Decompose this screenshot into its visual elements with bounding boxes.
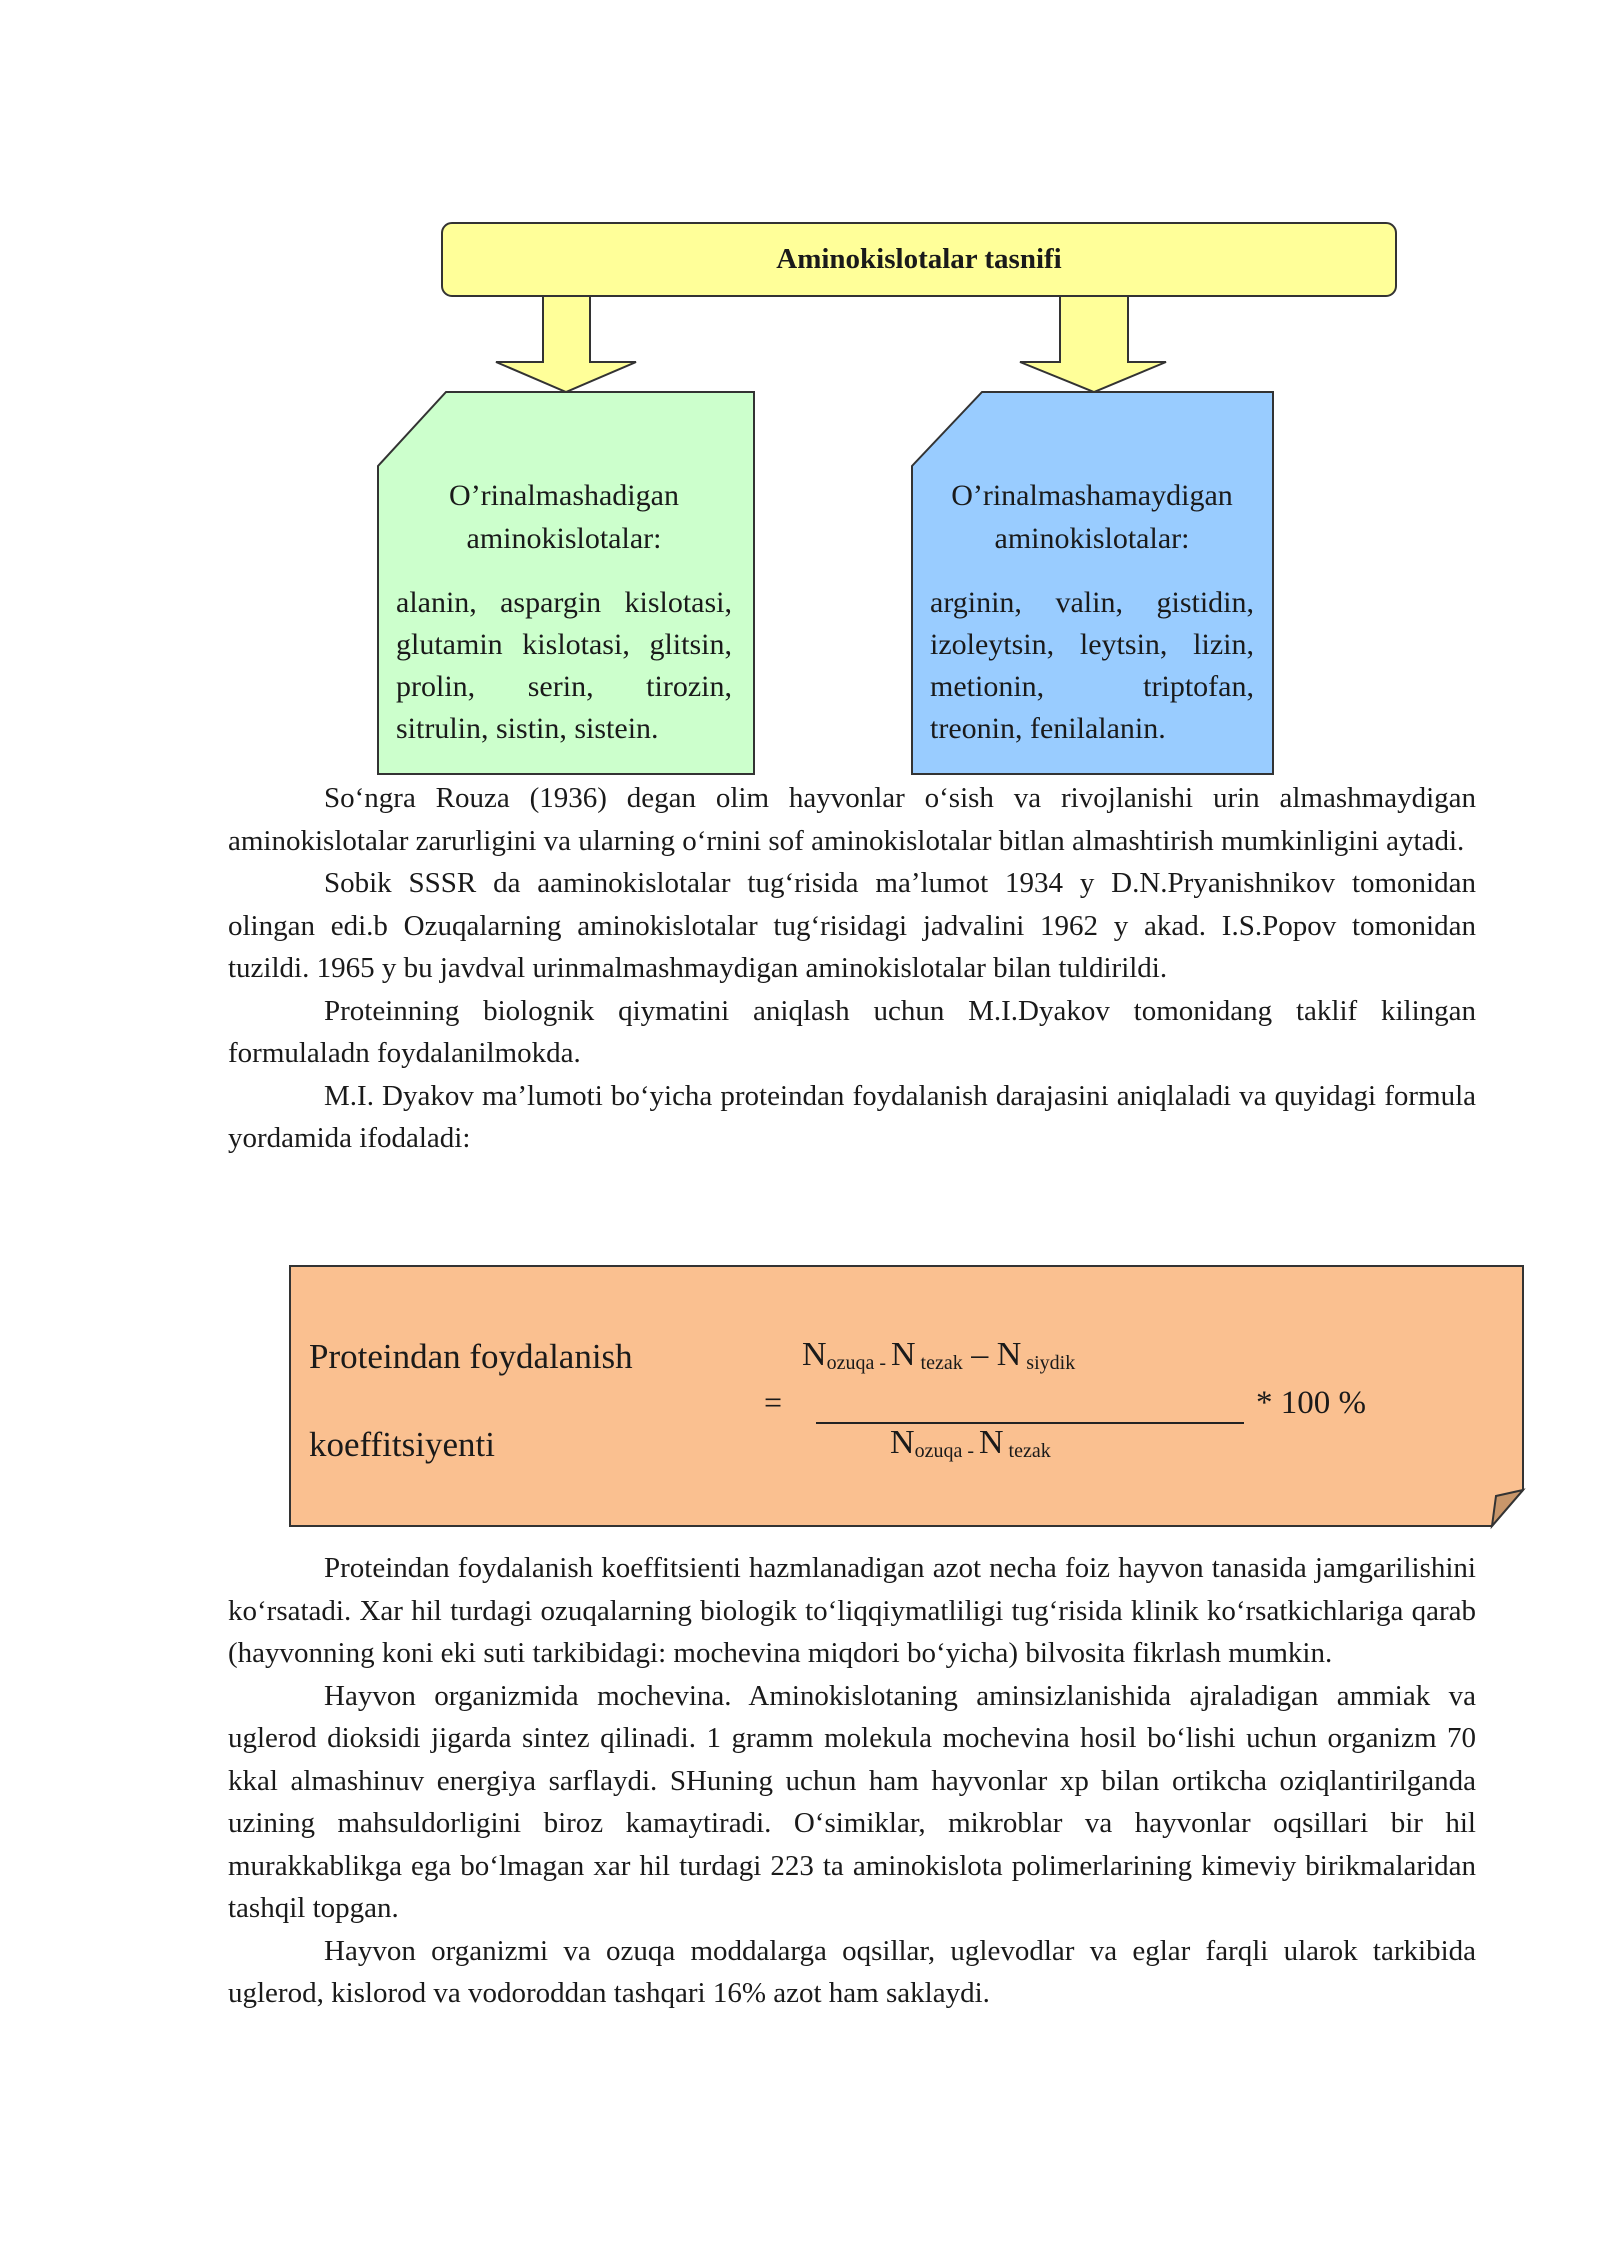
paragraph: Proteindan foydalanish koeffitsienti hazmlanadigan azot necha foiz hayvon tanasida jamgarilishini ko‘rsatadi. Xar hil turdagi ozuqalarning biologik to‘liqqiymatliligi tug‘risida klinik ko‘rsatkichlariga qarab (hayvonning koni eki suti tarkibidagi: mochevina miqdori bo‘yicha) bilvosita fikrlash mumkin. [228,1552,1476,1669]
formula-equals: = [764,1384,783,1420]
formula-multiplier: * 100 % [1256,1385,1366,1421]
denominator-n1: N [890,1424,915,1461]
numerator-minus: – N [962,1336,1022,1373]
body-text-bottom [228,1547,1476,2015]
irreplaceable-heading-line1: O’rinalmashamaydigan [951,479,1233,512]
irreplaceable-box-content [930,474,1254,750]
irreplaceable-heading-line2: aminokislotalar: [994,522,1190,555]
replaceable-items: alanin, aspargin kislotasi, glutamin kislotasi, glitsin, prolin, serin, tirozin, sitrulin, sistin, sistein. [396,586,732,745]
formula-label-line1: Proteindan foydalanish [309,1337,633,1376]
paragraph: Hayvon organizmi va ozuqa moddalarga oqsillar, uglevodlar va eglar farqli ularok tarkibida uglerod, kislorod va vodoroddan tashqari 16% azot ham saklaydi. [228,1934,1476,2009]
denominator-n2: N [978,1424,1004,1461]
arrow-right-icon [1020,296,1166,392]
diagram-title: Aminokislotalar tasnifi [776,243,1062,275]
replaceable-heading-line2: aminokislotalar: [466,522,662,555]
replaceable-heading [396,474,732,560]
numerator-n2: N [890,1336,916,1373]
numerator-sub1: ozuqa - [826,1352,891,1374]
paragraph: M.I. Dyakov ma’lumoti bo‘yicha proteindan foydalanish darajasini aniqlaladi va quyidagi formula yordamida ifodaladi: [228,1079,1476,1154]
denominator-sub2: tezak [1003,1440,1051,1462]
paragraph: Hayvon organizmida mochevina. Aminokislotaning aminsizlanishida ajraladigan ammiak va uglerod dioksidi jigarda sintez qilinadi. 1 gramm molekula mochevina hosil bo‘lishi uchun organizm 70 kkal almashinuv energiya sarflaydi. SHuning uchun ham hayvonlar xp bilan ortikcha oziqlantirilganda uzining mahsuldorligini biroz kamaytiradi. O‘simiklar, mikroblar va hayvonlar oqsillari bir hil murakkablikga ega bo‘lmagan xar hil turdagi 223 ta aminokislota polimerlarining kimeviy birikmalaridan tashqil topgan. [228,1679,1476,1924]
irreplaceable-heading [930,474,1254,560]
formula-denominator [890,1424,1051,1463]
replaceable-box-content [396,474,732,750]
paragraph: Sobik SSSR da aaminokislotalar tug‘risida ma’lumot 1934 y D.N.Pryanishnikov tomonidan olingan edi.b Ozuqalarning aminokislotalar tug‘risidagi jadvalini 1962 y akad. I.S.Popov tomonidan tuzildi. 1965 y bu javdval urinmalmashmaydigan aminokislotalar bilan tuldirildi. [228,867,1476,984]
formula-numerator [802,1336,1075,1375]
arrow-left-icon [496,296,636,392]
numerator-sub3: siydik [1021,1352,1076,1374]
numerator-sub2: tezak [915,1352,963,1374]
formula-box-fold [1492,1490,1523,1526]
numerator-n1: N [802,1336,827,1373]
paragraph: So‘ngra Rouza (1936) degan olim hayvonlar o‘sish va rivojlanishi urin almashmaydigan aminokislotalar zarurligini va ularning o‘rnini sof aminokislotalar bitlan almashtirish mumkinligini aytadi. [228,782,1476,857]
paragraph: Proteinning biolognik qiymatini aniqlash uchun M.I.Dyakov tomonidang taklif kilingan formulaladn foydalanilmokda. [228,994,1476,1069]
irreplaceable-items: arginin, valin, gistidin, izoleytsin, leytsin, lizin, metionin, triptofan, treonin, fenilalanin. [930,586,1254,745]
replaceable-heading-line1: O’rinalmashadigan [449,479,679,512]
body-text-top [228,777,1476,1160]
denominator-sub1: ozuqa - [914,1440,979,1462]
formula-label-line2: koeffitsiyenti [309,1425,495,1464]
